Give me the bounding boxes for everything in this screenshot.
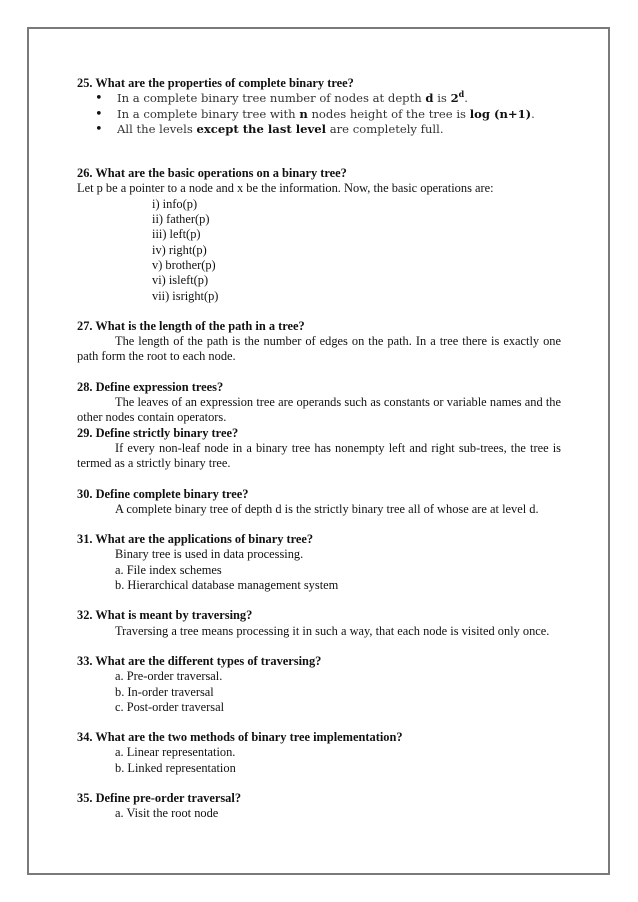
question-27-title: 27. What is the length of the path in a tree? (77, 318, 305, 333)
operation-item: i) info(p) (152, 196, 198, 211)
question-25-title: 25. What are the properties of complete binary tree? (77, 76, 354, 90)
question-33-title: 33. What are the different types of traversing? (77, 653, 322, 668)
question-26-title: 26. What are the basic operations on a binary tree? (77, 166, 347, 181)
question-31-title: 31. What are the applications of binary tree? (77, 532, 314, 547)
question-28-title: 28. Define expression trees? (77, 379, 224, 394)
bullet-item (77, 91, 561, 106)
bullet-text: All the levels (117, 121, 197, 136)
answer-line: c. Post-order traversal (115, 699, 225, 714)
answer-line: Binary tree is used in data processing. (115, 547, 304, 562)
answer-line: b. In-order traversal (115, 684, 214, 699)
question-35-title: 35. Define pre-order traversal? (77, 790, 242, 805)
question-30-answer: A complete binary tree of depth d is the strictly binary tree all of whose are at level d. (115, 501, 539, 516)
bullet-text: . (464, 91, 468, 106)
operation-item: vi) isleft(p) (152, 273, 209, 288)
bullet-item (77, 107, 561, 122)
question-29-title: 29. Define strictly binary tree? (77, 425, 239, 440)
question-25-bullets (77, 91, 561, 137)
operation-item: iii) left(p) (152, 227, 201, 242)
document-body (77, 76, 561, 822)
question-32-title: 32. What is meant by traversing? (77, 608, 253, 623)
power-exponent: d (458, 89, 465, 100)
power-base: 2 (450, 91, 459, 106)
operation-item: iv) right(p) (152, 242, 207, 257)
bullet-text: nodes height of the tree is (307, 106, 470, 121)
question-27-answer: The length of the path is the number of edges on the path. In a tree there is exactly one path form the root to each node. (77, 334, 561, 364)
answer-line: b. Hierarchical database management system (115, 578, 339, 593)
bullet-bold (451, 91, 465, 105)
bullet-item (77, 122, 561, 137)
question-34-title: 34. What are the two methods of binary tree implementation? (77, 730, 403, 745)
question-30-title: 30. Define complete binary tree? (77, 486, 249, 501)
bullet-bold: except the last level (196, 121, 327, 136)
answer-line: a. File index schemes (115, 562, 222, 577)
question-28-answer: The leaves of an expression tree are operands such as constants or variable names and the other nodes contain operators. (77, 395, 561, 425)
bullet-text: . (531, 106, 535, 121)
bullet-text: In a complete binary tree number of nodes at depth (117, 91, 426, 106)
bullet-bold: n (299, 106, 308, 121)
answer-line: b. Linked representation (115, 760, 236, 775)
question-29-answer: If every non-leaf node in a binary tree has nonempty left and right sub-trees, the tree is termed as a strictly binary tree. (77, 440, 561, 471)
bullet-text: is (433, 91, 451, 106)
answer-line: a. Pre-order traversal. (115, 669, 223, 684)
question-32-answer: Traversing a tree means processing it in such a way, that each node is visited only once. (115, 623, 550, 638)
operation-item: ii) father(p) (152, 212, 210, 227)
question-26-intro: Let p be a pointer to a node and x be the information. Now, the basic operations are: (77, 181, 494, 196)
bullet-text: In a complete binary tree with (117, 106, 300, 121)
operation-item: v) brother(p) (152, 257, 216, 272)
bullet-bold: d (425, 91, 434, 106)
operation-item: vii) isright(p) (152, 288, 219, 303)
bullet-text: are completely full. (326, 121, 444, 136)
answer-line: a. Visit the root node (115, 806, 219, 821)
answer-line: a. Linear representation. (115, 745, 236, 760)
bullet-bold: log (n+1) (469, 106, 532, 121)
